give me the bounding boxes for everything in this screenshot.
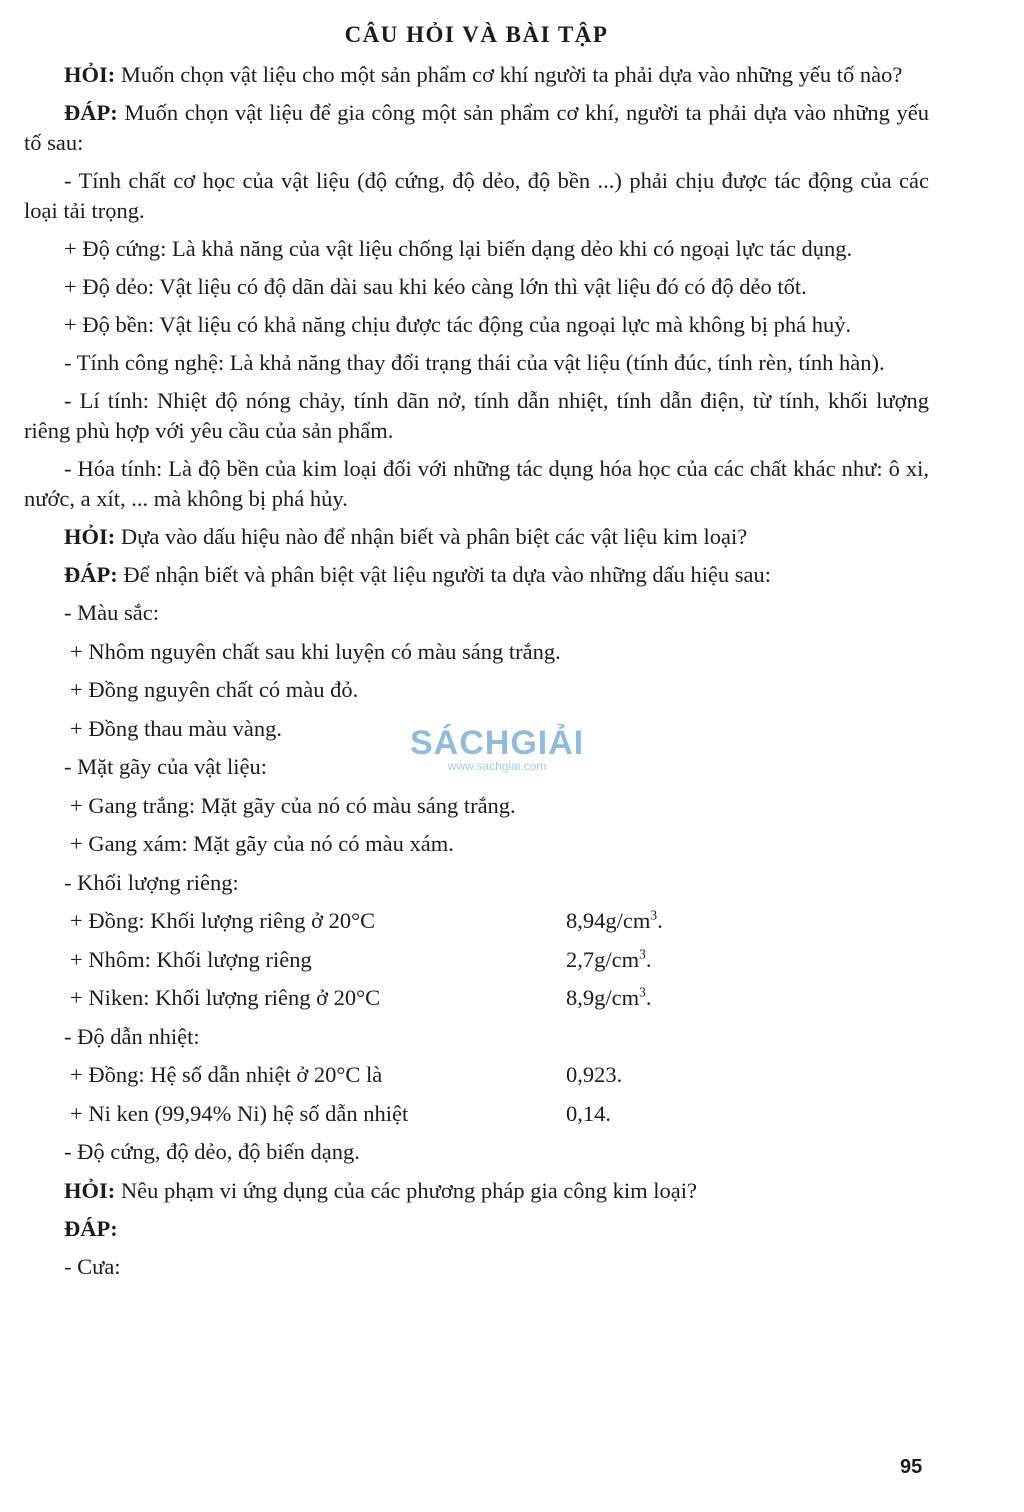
question-text: Nêu phạm vi ứng dụng của các phương pháp gia công kim loại?: [120, 1177, 698, 1203]
conductivity-label: + Ni ken (99,94% Ni) hệ số dẫn nhiệt: [70, 1100, 409, 1126]
list-heading: - Độ cứng, độ dẻo, độ biến dạng.: [64, 1139, 360, 1164]
density-label: + Nhôm: Khối lượng riêng: [70, 946, 312, 972]
page-content: [24, 14, 929, 1290]
list-heading: - Cưa:: [64, 1253, 121, 1279]
question-1: [24, 60, 929, 90]
page-number: 95: [900, 1456, 923, 1478]
answer-3: [24, 1214, 929, 1244]
density-label: + Đồng: Khối lượng riêng ở 20°C: [70, 908, 376, 933]
answer-text: Muốn chọn vật liệu để gia công một sản phẩm cơ khí, người ta phải dựa vào những yếu tố sau:: [24, 100, 930, 155]
question-label: HỎI:: [64, 524, 116, 549]
watermark-url: www.sachgiai.com: [447, 759, 547, 773]
answer-2: [24, 560, 929, 590]
conductivity-row: [70, 1099, 929, 1129]
answer-label: ĐÁP:: [64, 562, 118, 587]
watermark-logo: SÁCHGIẢI: [410, 724, 585, 762]
density-row: [70, 983, 929, 1013]
paragraph: - Tính công nghệ: Là khả năng thay đổi trạng thái của vật liệu (tính đúc, tính rèn, tính hàn).: [64, 350, 885, 375]
question-text: Dựa vào dấu hiệu nào để nhận biết và phân biệt các vật liệu kim loại?: [120, 524, 748, 549]
paragraph: - Hóa tính: Là độ bền của kim loại đối với những tác dụng hóa học của các chất khác như: ô xi, nước, a xít, ... mà không bị phá hủy.: [24, 456, 929, 511]
paragraph: + Độ bền: Vật liệu có khả năng chịu được tác động của ngoại lực mà không bị phá huỷ.: [64, 312, 852, 337]
conductivity-value: 0,923.: [566, 1062, 623, 1087]
question-2: [24, 522, 929, 552]
paragraph: + Độ dẻo: Vật liệu có độ dãn dài sau khi kéo càng lớn thì vật liệu đó có độ dẻo tốt.: [64, 274, 807, 299]
answer-label: ĐÁP:: [64, 1215, 118, 1241]
density-value: $8,94g/cm^3$.: [566, 907, 663, 933]
list-heading: - Màu sắc:: [64, 600, 159, 625]
answer-1: [24, 98, 929, 158]
density-row: [70, 906, 929, 936]
question-label: HỎI:: [64, 62, 116, 87]
density-row: [70, 945, 929, 975]
density-label: + Niken: Khối lượng riêng ở 20°C: [70, 985, 381, 1010]
density-value: $8,9g/cm^3$.: [566, 984, 652, 1010]
conductivity-value: 0,14.: [566, 1100, 611, 1126]
conductivity-label: + Đồng: Hệ số dẫn nhiệt ở 20°C là: [70, 1062, 383, 1087]
paragraph: - Lí tính: Nhiệt độ nóng chảy, tính dãn nở, tính dẫn nhiệt, tính dẫn điện, từ tính, khối lượng riêng phù hợp với yêu cầu của sản phẩm.: [24, 388, 929, 443]
list-item: + Gang trắng: Mặt gãy của nó có màu sáng trắng.: [70, 792, 516, 818]
paragraph: - Tính chất cơ học của vật liệu (độ cứng, độ dẻo, độ bền ...) phải chịu được tác động của các loại tải trọng.: [24, 168, 929, 223]
density-value: $2,7g/cm^3$.: [566, 946, 652, 972]
page-title: CÂU HỎI VÀ BÀI TẬP: [344, 22, 609, 47]
answer-label: ĐÁP:: [64, 100, 118, 125]
list-heading: - Mặt gãy của vật liệu:: [64, 754, 268, 779]
list-item: + Gang xám: Mặt gãy của nó có màu xám.: [70, 831, 454, 856]
list-item: + Đồng thau màu vàng.: [70, 715, 283, 741]
paragraph: + Độ cứng: Là khả năng của vật liệu chống lại biến dạng dẻo khi có ngoại lực tác dụng.: [64, 236, 853, 261]
question-text: Muốn chọn vật liệu cho một sản phẩm cơ khí người ta phải dựa vào những yếu tố nào?: [120, 62, 903, 87]
question-label: HỎI:: [64, 1177, 116, 1203]
list-heading: - Độ dẫn nhiệt:: [64, 1023, 200, 1049]
list-item: + Nhôm nguyên chất sau khi luyện có màu sáng trắng.: [70, 638, 561, 664]
list-item: + Đồng nguyên chất có màu đỏ.: [70, 677, 359, 702]
question-3: [24, 1176, 929, 1206]
conductivity-row: [70, 1060, 929, 1090]
answer-text: Để nhận biết và phân biệt vật liệu người ta dựa vào những dấu hiệu sau:: [123, 562, 772, 587]
list-heading: - Khối lượng riêng:: [64, 869, 239, 895]
